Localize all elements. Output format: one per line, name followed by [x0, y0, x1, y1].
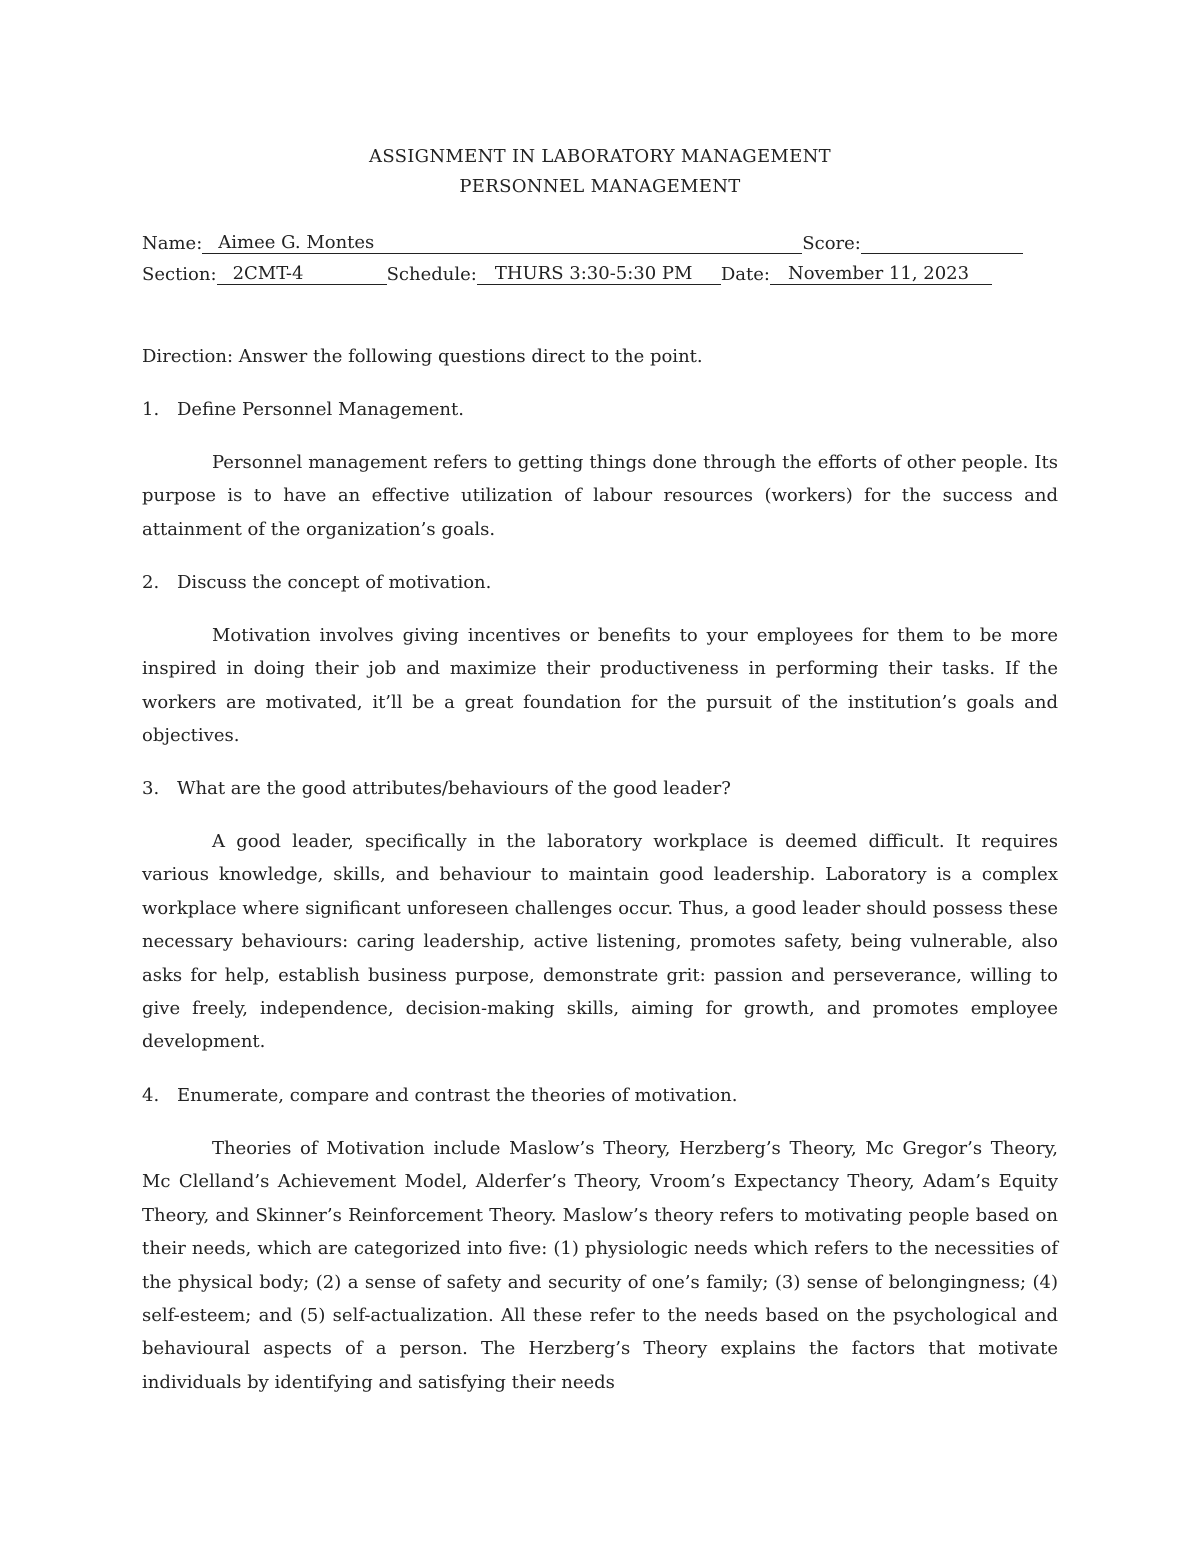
answer-1: Personnel management refers to getting things done through the efforts of other people. Its purpose is to have an effective utilization of labour resources (workers) for the success and attainment of the organization’s goals.	[142, 452, 1058, 540]
question-number: 4.	[142, 1085, 160, 1106]
answer-4: Theories of Motivation include Maslow’s Theory, Herzberg’s Theory, Mc Gregor’s Theory, Mc Clelland’s Achievement Model, Alderfer’s Theory, Vroom’s Expectancy Theory, Adam’s Equity Theory, and Skinner’s Reinforcement Theory. Maslow’s theory refers to motivating people based on their needs, which are categorized into five: (1) physiologic needs which refers to the necessities of the physical body; (2) a sense of safety and security of one’s family; (3) sense of belongingness; (4) self-esteem; and (5) self-actualization. All these refer to the needs based on the psychological and behavioural aspects of a person. The Herzberg’s Theory explains the factors that motivate individuals by identifying and satisfying their needs	[142, 1138, 1058, 1393]
name-value: Aimee G. Montes	[202, 233, 802, 254]
score-label: Score:	[802, 233, 861, 254]
score-value	[861, 253, 1023, 254]
name-score-line	[142, 233, 1018, 254]
question-text: Discuss the concept of motivation.	[177, 572, 492, 593]
question-number: 3.	[142, 778, 160, 799]
date-value: November 11, 2023	[770, 264, 992, 285]
document-title: ASSIGNMENT IN LABORATORY MANAGEMENT	[369, 146, 831, 167]
schedule-label: Schedule:	[386, 264, 477, 285]
name-label: Name:	[142, 233, 203, 254]
question-4	[142, 1079, 1058, 1112]
section-schedule-date-line	[142, 264, 1018, 285]
answer-3: A good leader, specifically in the laboratory workplace is deemed difficult. It requires various knowledge, skills, and behaviour to maintain good leadership. Laboratory is a complex workplace where significant unforeseen challenges occur. Thus, a good leader should possess these necessary behaviours: caring leadership, active listening, promotes safety, being vulnerable, also asks for help, establish business purpose, demonstrate grit: passion and perseverance, willing to give freely, independence, decision-making skills, aiming for growth, and promotes employee development.	[142, 831, 1058, 1053]
date-label: Date:	[720, 264, 770, 285]
question-number: 1.	[142, 399, 160, 420]
document-subtitle: PERSONNEL MANAGEMENT	[459, 176, 741, 197]
schedule-value: THURS 3:30-5:30 PM	[477, 264, 721, 285]
question-1	[142, 393, 1058, 426]
direction-text: Direction: Answer the following questions direct to the point.	[142, 346, 703, 367]
section-value: 2CMT-4	[217, 264, 387, 285]
question-text: What are the good attributes/behaviours of the good leader?	[177, 778, 731, 799]
question-text: Define Personnel Management.	[177, 399, 464, 420]
question-3	[142, 772, 1058, 805]
question-text: Enumerate, compare and contrast the theories of motivation.	[177, 1085, 738, 1106]
question-number: 2.	[142, 572, 160, 593]
answer-2: Motivation involves giving incentives or benefits to your employees for them to be more inspired in doing their job and maximize their productiveness in performing their tasks. If the workers are motivated, it’ll be a great foundation for the pursuit of the institution’s goals and objectives.	[142, 625, 1058, 747]
section-label: Section:	[142, 264, 217, 285]
question-2	[142, 566, 1058, 599]
